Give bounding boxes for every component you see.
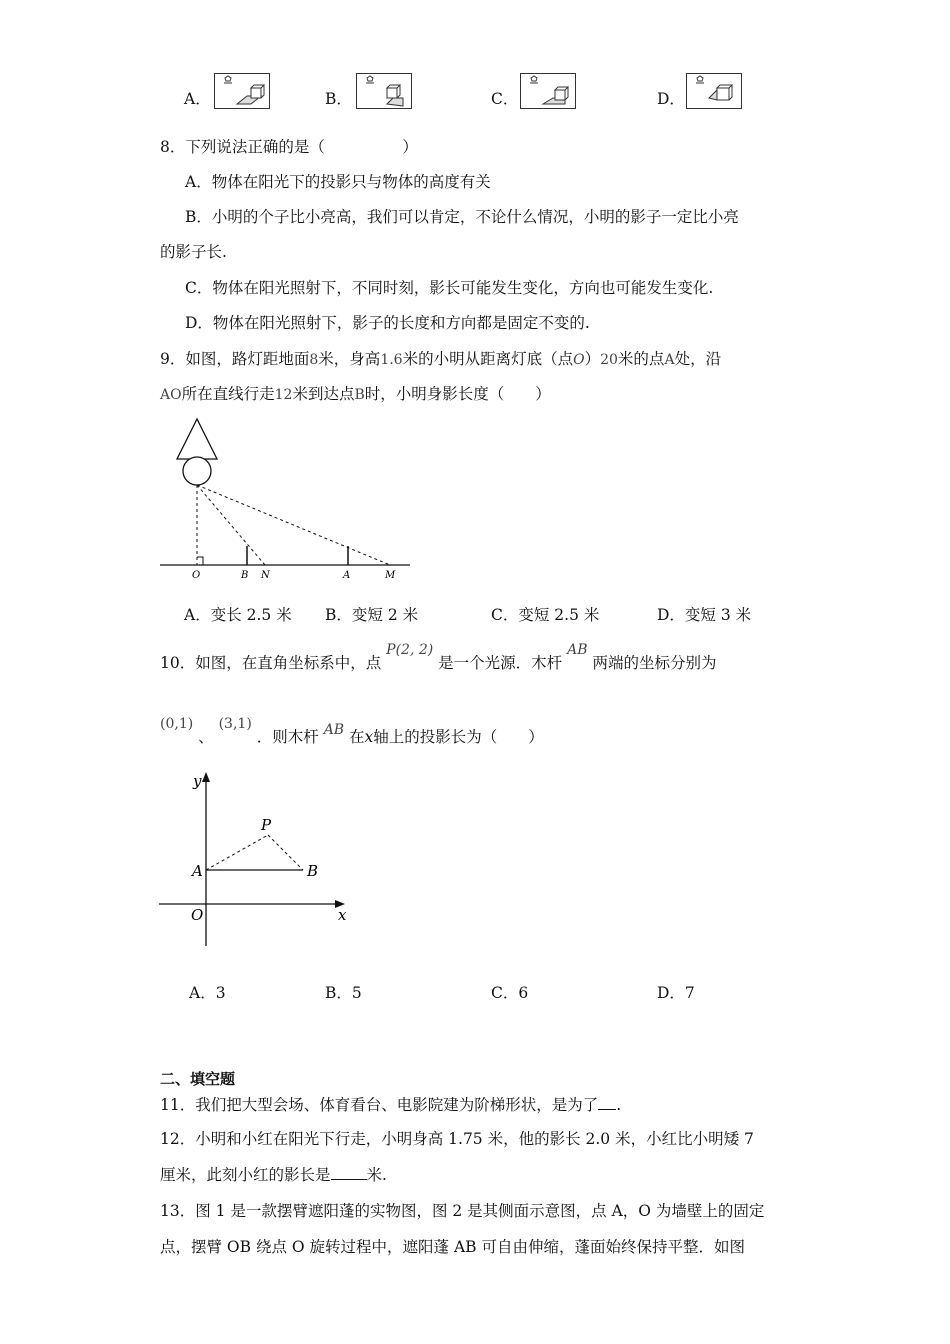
q10-x-axis: x — [364, 728, 374, 746]
fig-label-a: A — [343, 570, 351, 581]
fig-label-o: O — [192, 570, 201, 581]
q10-text: 、 — [198, 728, 214, 746]
ray-pb — [268, 835, 303, 870]
q10-text: 在 — [349, 728, 365, 746]
q9-text: 米到达点 — [292, 385, 355, 403]
q7-option-c-label[interactable]: C． — [491, 90, 519, 108]
q10-option-d[interactable]: D．7 — [657, 984, 695, 1002]
q9-text: 米的小明从距离灯底（点 — [402, 350, 574, 368]
q9-stem-line1 — [160, 348, 721, 371]
q9-point-b: B — [354, 387, 365, 403]
q11-end: . — [616, 1096, 622, 1114]
q9-option-d[interactable]: D．变短 3 米 — [657, 606, 752, 624]
q9-streetlight-figure — [155, 415, 415, 585]
q9-option-a[interactable]: A．变长 2.5 米 — [184, 606, 292, 624]
q10-stem-line1 — [160, 642, 717, 675]
q9-text: 米，身高 — [318, 350, 381, 368]
q8-option-b[interactable]: B．小明的个子比小亮高，我们可以肯定，不论什么情况，小明的影子一定比小亮 — [185, 208, 739, 226]
fig-label-x: x — [338, 906, 347, 924]
q9-text: 处，沿 — [674, 350, 722, 368]
q10-stem-line2 — [160, 716, 544, 749]
q8-option-b-cont: 的影子长. — [160, 243, 227, 261]
fig-label-o: O — [191, 906, 204, 924]
q10-option-c[interactable]: C．6 — [491, 984, 529, 1002]
q7-option-a-figure[interactable] — [214, 73, 270, 109]
fig-label-b: B — [307, 862, 319, 880]
q7-option-a-label[interactable]: A． — [184, 90, 211, 108]
q10-coord-b: (3,1) — [218, 716, 252, 732]
q9-option-b[interactable]: B．变短 2 米 — [325, 606, 419, 624]
q10-text: 10．如图，在直角坐标系中，点 — [160, 654, 382, 672]
q9-text: 所在直线行走 — [181, 385, 275, 403]
y-axis-arrow — [202, 772, 210, 782]
light-ray-n — [197, 485, 265, 565]
q9-point-o: O — [573, 352, 585, 368]
q9-stem-line2 — [160, 383, 551, 406]
q8-option-a[interactable]: A．物体在阳光下的投影只与物体的高度有关 — [185, 173, 491, 191]
q10-rod-ab: AB — [567, 642, 588, 658]
q13-line2: 点，摆臂 OB 绕点 O 旋转过程中，遮阳蓬 AB 可自由伸缩，蓬面始终保持平整．如图 — [160, 1238, 745, 1256]
q9-point-a: A — [664, 352, 675, 368]
q7-option-c-figure[interactable] — [520, 73, 576, 109]
q10-text: 是一个光源．木杆 — [438, 654, 563, 672]
q9-value-12: 12 — [274, 387, 293, 403]
q10-point-p: P(2, 2) — [386, 642, 434, 658]
q10-coord-a: (0,1) — [160, 716, 194, 732]
q10-text: 轴上的投影长为（ ） — [373, 728, 544, 746]
q11-answer-blank[interactable] — [598, 1093, 616, 1110]
q12-text: 米. — [366, 1166, 387, 1184]
q9-option-c[interactable]: C．变短 2.5 米 — [491, 606, 600, 624]
q8-stem: 8．下列说法正确的是（ ） — [160, 138, 418, 156]
lamp-and-box-icon — [357, 74, 413, 110]
q12-line2 — [160, 1163, 387, 1186]
fig-label-m: M — [385, 570, 396, 581]
q9-value-8: 8 — [309, 352, 319, 368]
q10-coordinate-figure — [155, 768, 365, 950]
fig-label-b: B — [241, 570, 249, 581]
q9-text: 米的点 — [617, 350, 665, 368]
q10-text: ．则木杆 — [256, 728, 319, 746]
q9-value-20: 20 — [600, 352, 618, 368]
q11-text: 11．我们把大型会场、体育看台、电影院建为阶梯形状，是为了 — [160, 1096, 599, 1114]
right-angle-mark — [197, 557, 203, 565]
q9-text: 9．如图，路灯距地面 — [160, 350, 310, 368]
lamp-and-box-icon — [215, 74, 271, 110]
fig-label-p: P — [261, 816, 272, 834]
light-ray-m — [197, 485, 390, 565]
lamp-and-box-icon — [687, 74, 743, 110]
section-title-fill-in: 二、填空题 — [160, 1070, 236, 1088]
q12-line1: 12．小明和小红在阳光下行走，小明身高 1.75 米，他的影长 2.0 米，小红比小明矮 7 — [160, 1130, 754, 1148]
q12-answer-blank[interactable] — [331, 1163, 367, 1180]
lamp-shade — [177, 419, 217, 459]
question-11 — [160, 1093, 621, 1116]
q9-line-ao: AO — [160, 387, 182, 403]
q9-text: ） — [584, 350, 601, 368]
fig-label-y: y — [193, 772, 202, 790]
q7-option-d-label[interactable]: D． — [657, 90, 685, 108]
q8-option-c[interactable]: C．物体在阳光照射下，不同时刻，影长可能发生变化，方向也可能发生变化. — [185, 279, 714, 297]
q10-option-a[interactable]: A．3 — [189, 984, 226, 1002]
q7-option-b-figure[interactable] — [356, 73, 412, 109]
q12-text: 厘米，此刻小红的影长是 — [160, 1166, 331, 1184]
q10-text: 两端的坐标分别为 — [592, 654, 717, 672]
ray-pa — [206, 835, 268, 870]
q7-option-b-label[interactable]: B． — [325, 90, 352, 108]
fig-label-n: N — [261, 570, 270, 581]
q9-text: 时，小明身影长度（ ） — [364, 385, 551, 403]
q10-rod-ab: AB — [323, 722, 345, 738]
fig-label-a: A — [192, 862, 203, 880]
q10-option-b[interactable]: B．5 — [325, 984, 362, 1002]
lamp-bulb — [183, 457, 211, 485]
lamp-and-box-icon — [521, 74, 577, 110]
q9-value-1-6: 1.6 — [380, 352, 403, 368]
q7-option-d-figure[interactable] — [686, 73, 742, 109]
q8-option-d[interactable]: D．物体在阳光照射下，影子的长度和方向都是固定不变的. — [185, 314, 590, 332]
q13-line1: 13．图 1 是一款摆臂遮阳蓬的实物图，图 2 是其侧面示意图，点 A，O 为墙壁上的固定 — [160, 1202, 765, 1220]
